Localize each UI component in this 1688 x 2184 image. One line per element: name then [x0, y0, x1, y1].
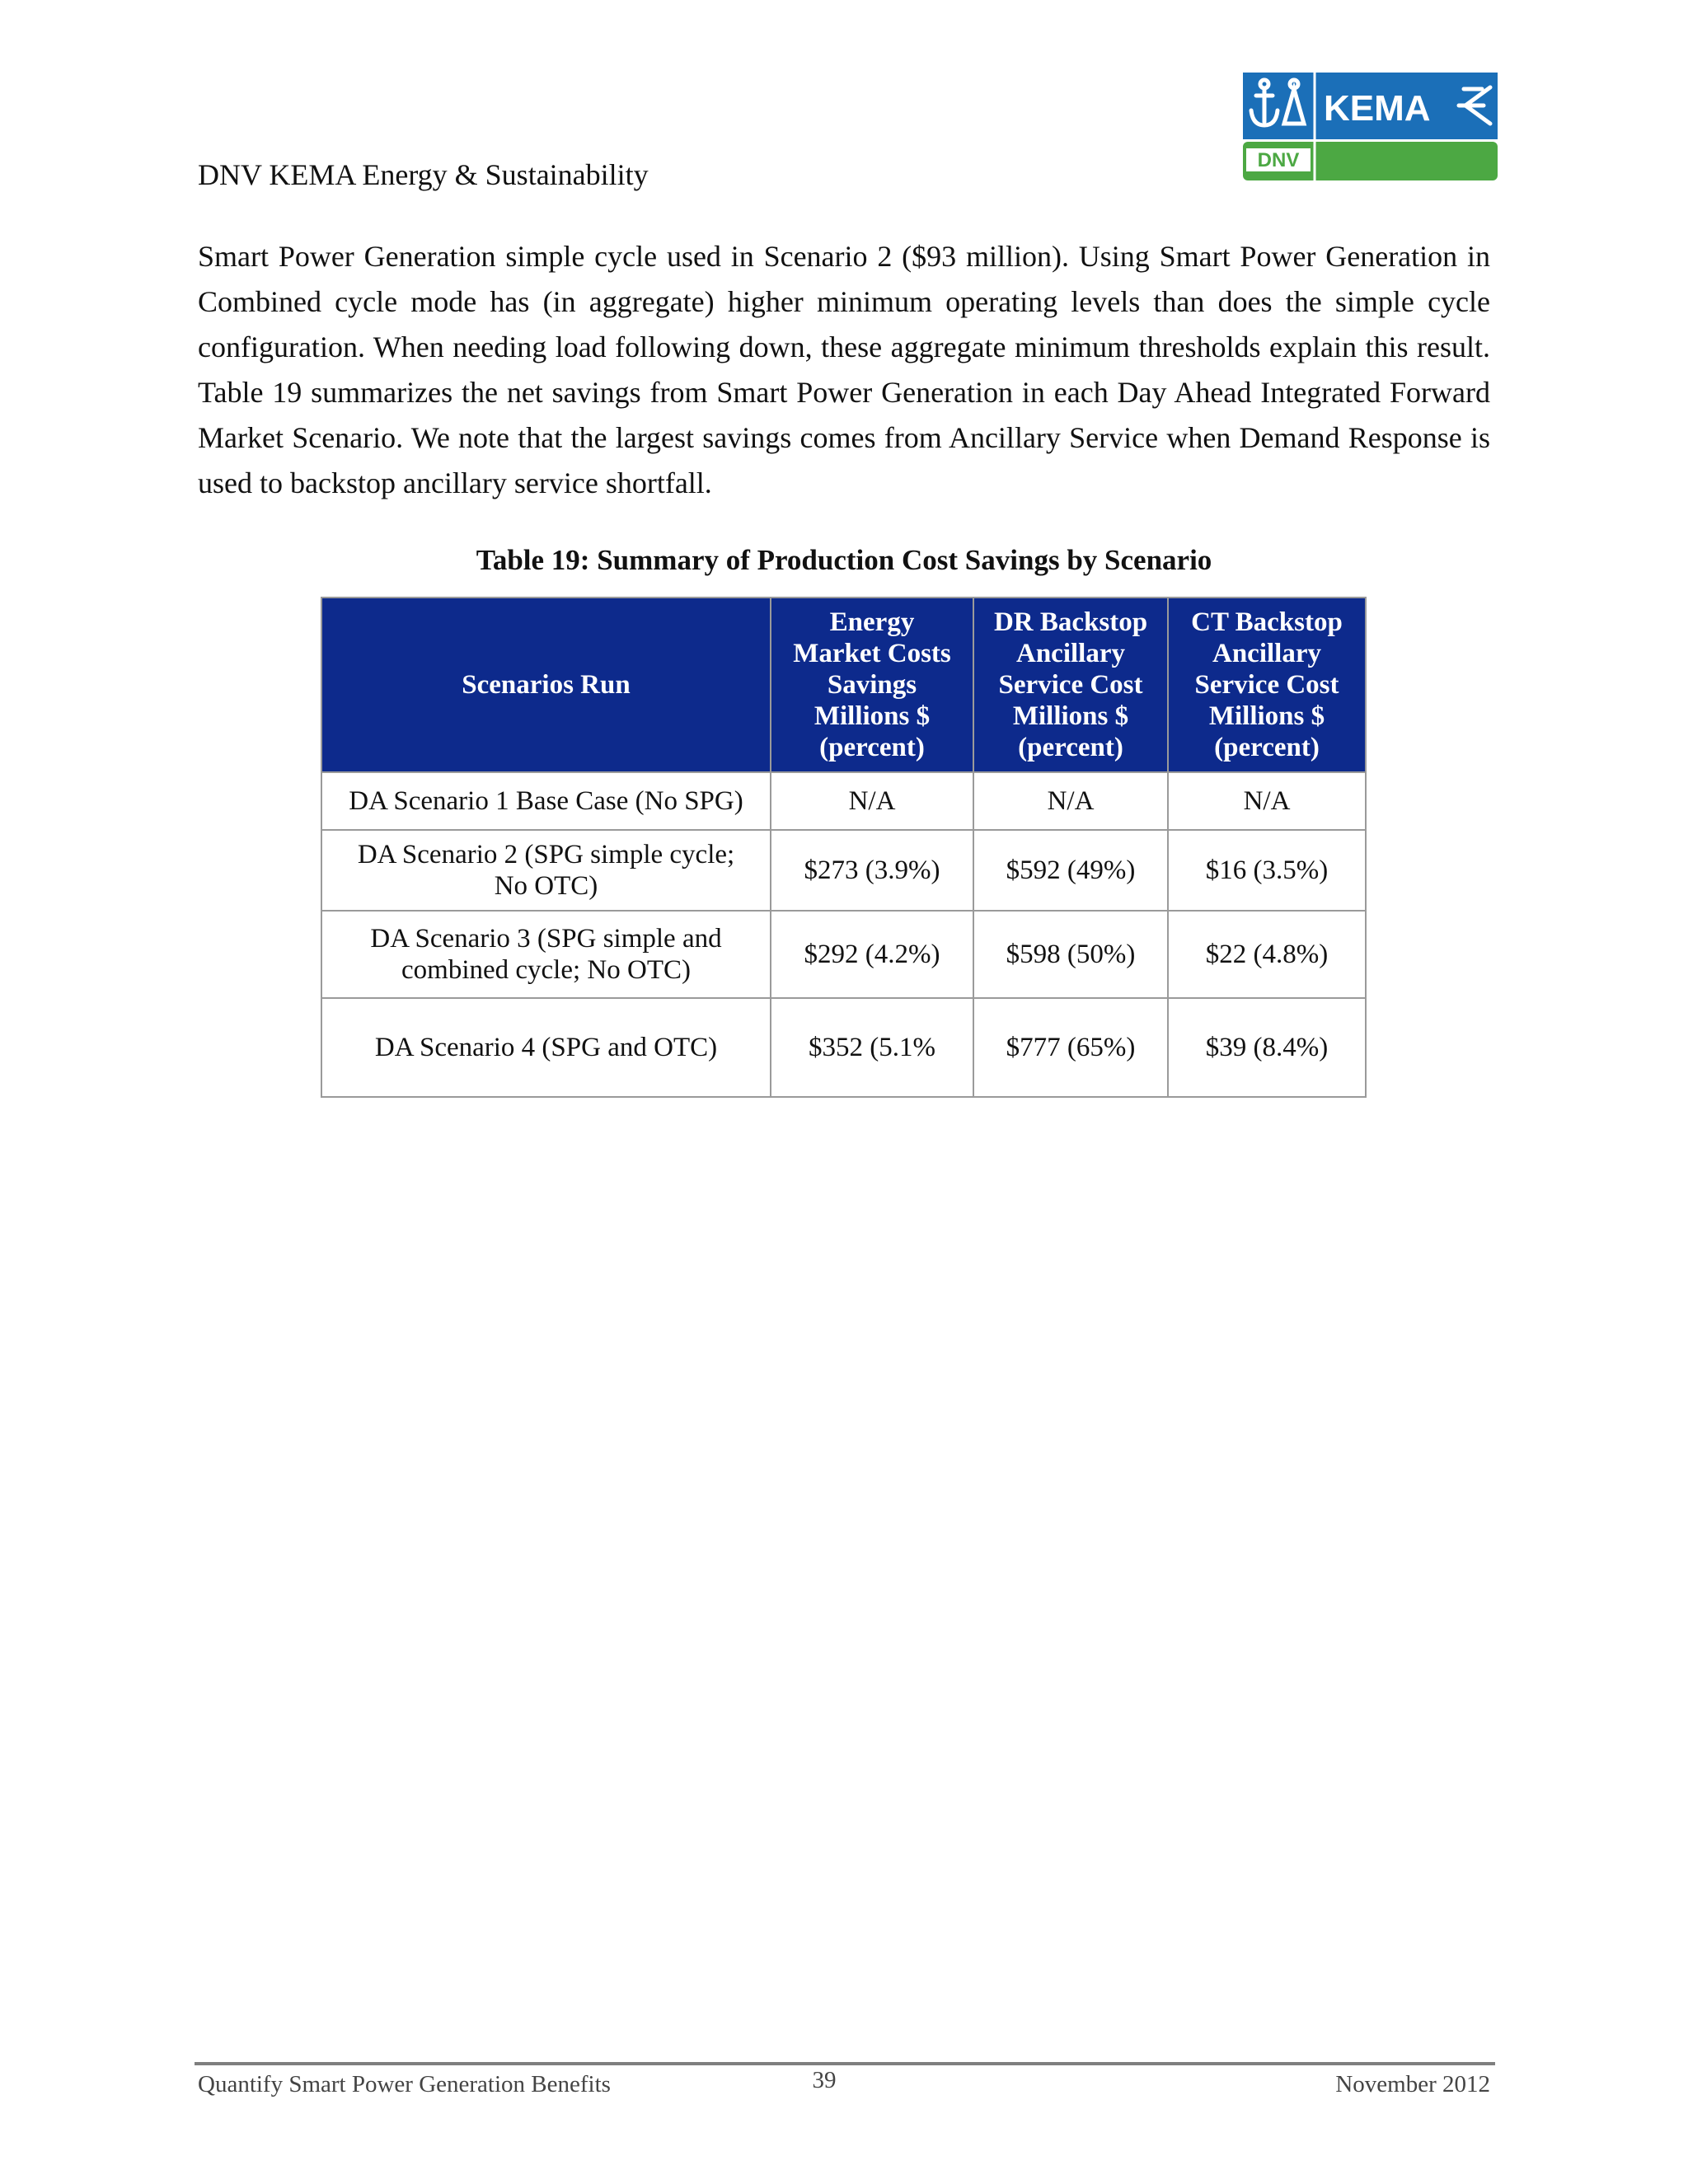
table-row	[321, 772, 1366, 830]
table-row	[321, 830, 1366, 911]
scenario-line: DA Scenario 4 (SPG and OTC)	[374, 1033, 718, 1062]
column-header-line: Ancillary	[1212, 639, 1321, 668]
column-header-line: Ancillary	[1016, 639, 1125, 668]
column-header-line: (percent)	[819, 733, 925, 762]
table-header	[321, 598, 1366, 772]
column-header-line: Service Cost	[1194, 670, 1339, 700]
page-header-title: DNV KEMA Energy & Sustainability	[198, 158, 649, 191]
ct-backstop-cell: $16 (3.5%)	[1168, 830, 1366, 911]
energy-savings-cell: $352 (5.1%	[771, 998, 973, 1097]
scenario-line: combined cycle; No OTC)	[401, 955, 691, 985]
dr-backstop-cell: N/A	[973, 772, 1168, 830]
column-header-line: Service Cost	[998, 670, 1143, 700]
dnv-kema-logo	[1243, 73, 1498, 180]
savings-summary-table	[321, 597, 1367, 1098]
column-header-energy-market-costs	[771, 598, 973, 772]
svg-text:DNV: DNV	[1257, 149, 1300, 171]
column-header-line: Market Costs	[793, 639, 951, 668]
column-header-line: CT Backstop	[1191, 607, 1343, 637]
scenario-line: No OTC)	[494, 871, 598, 901]
scenario-cell	[321, 830, 771, 911]
footer-divider	[195, 2062, 1495, 2065]
scenario-cell	[321, 911, 771, 998]
energy-savings-cell: $292 (4.2%)	[771, 911, 973, 998]
column-header-ct-backstop	[1168, 598, 1366, 772]
scenario-line: DA Scenario 3 (SPG simple and	[370, 924, 722, 954]
scenario-line: DA Scenario 2 (SPG simple cycle;	[357, 840, 735, 869]
energy-savings-cell: $273 (3.9%)	[771, 830, 973, 911]
column-header-line: DR Backstop	[993, 607, 1148, 637]
footer-date: November 2012	[1335, 2071, 1490, 2097]
column-header-line: Savings	[827, 670, 917, 700]
ct-backstop-cell: N/A	[1168, 772, 1366, 830]
page-number: 39	[812, 2067, 837, 2093]
column-header-line: Scenarios Run	[462, 670, 631, 700]
dr-backstop-cell: $777 (65%)	[973, 998, 1168, 1097]
column-header-line: (percent)	[1018, 733, 1123, 762]
column-header-line: (percent)	[1214, 733, 1320, 762]
column-header-dr-backstop	[973, 598, 1168, 772]
dr-backstop-cell: $598 (50%)	[973, 911, 1168, 998]
table-row	[321, 998, 1366, 1097]
body-paragraph: Smart Power Generation simple cycle used in Scenario 2 ($93 million). Using Smart Power Generation in Combined cycle mode has (in aggregate) higher minimum operating levels than does the simple cycle configuration. When needing load following down, these aggregate minimum thresholds explain this result. Table 19 summarizes the net savings from Smart Power Generation in each Day Ahead Integrated Forward Market Scenario. We note that the largest savings comes from Ancillary Service when Demand Response is used to backstop ancillary service shortfall.	[198, 240, 1490, 499]
scenario-line: DA Scenario 1 Base Case (No SPG)	[349, 786, 743, 816]
energy-savings-cell: N/A	[771, 772, 973, 830]
column-header-line: Millions $	[1208, 701, 1325, 731]
table-caption: Table 19: Summary of Production Cost Savings by Scenario	[476, 544, 1212, 576]
table-header-row	[321, 598, 1366, 772]
dr-backstop-cell: $592 (49%)	[973, 830, 1168, 911]
column-header-line: Energy	[829, 607, 915, 637]
scenario-cell	[321, 998, 771, 1097]
column-header-scenarios-run	[321, 598, 771, 772]
column-header-line: Millions $	[1012, 701, 1129, 731]
scenario-cell	[321, 772, 771, 830]
table-row	[321, 911, 1366, 998]
ct-backstop-cell: $39 (8.4%)	[1168, 998, 1366, 1097]
table-body	[321, 772, 1366, 1097]
column-header-line: Millions $	[814, 701, 931, 731]
footer-document-title: Quantify Smart Power Generation Benefits	[198, 2071, 611, 2097]
svg-text:KEMA: KEMA	[1324, 88, 1431, 129]
ct-backstop-cell: $22 (4.8%)	[1168, 911, 1366, 998]
